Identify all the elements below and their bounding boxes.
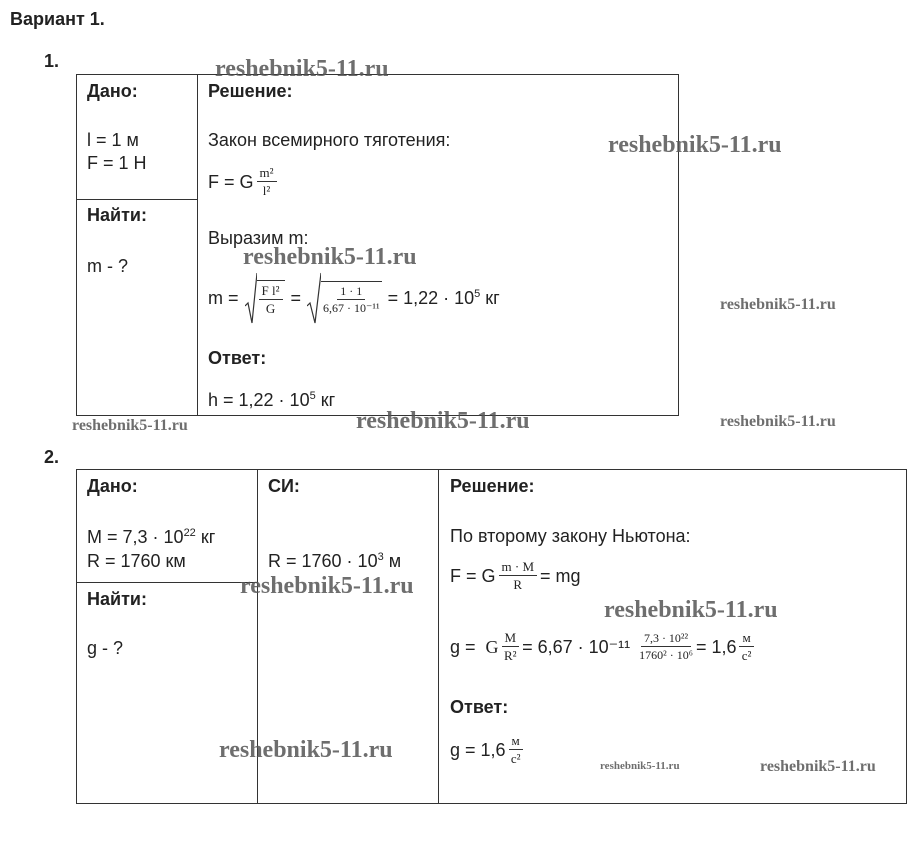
problem-2-given-label: Дано: xyxy=(87,476,138,496)
problem-1-answer xyxy=(208,389,335,411)
watermark: reshebnik5-11.ru xyxy=(219,737,393,763)
problem-1-given-f: F = 1 Н xyxy=(87,153,147,173)
answer-exponent: 5 xyxy=(309,390,316,402)
problem-2-newton-formula xyxy=(450,559,581,592)
radicand-1 xyxy=(257,280,285,316)
watermark: reshebnik5-11.ru xyxy=(72,417,188,434)
watermark: reshebnik5-11.ru xyxy=(760,758,876,775)
problem-2-answer-label: Ответ: xyxy=(450,697,509,717)
problem-1-find: m - ? xyxy=(87,256,129,276)
newton-rhs: = mg xyxy=(540,565,581,586)
radicand-2 xyxy=(321,281,382,315)
radicand-1-numerator: F l² xyxy=(259,283,283,300)
problem-1-given-l: l = 1 м xyxy=(87,130,139,150)
problem-1-number: 1. xyxy=(44,51,60,71)
given-M-base: M = 7,3 · 10 xyxy=(87,527,184,547)
answer-unit: кг xyxy=(320,390,336,410)
problem-1-solution-label: Решение: xyxy=(208,81,293,101)
problem-1-given-find-divider xyxy=(76,199,197,200)
g-fraction-2 xyxy=(639,631,693,662)
g-result-unit xyxy=(739,630,753,663)
formula-lhs: F = G xyxy=(208,171,254,192)
g-fraction-1 xyxy=(502,630,520,663)
problem-1-mass-formula xyxy=(208,270,500,326)
newton-fraction xyxy=(499,559,538,592)
problem-2-si-label: СИ: xyxy=(268,476,300,496)
problem-1-find-label: Найти: xyxy=(87,205,147,225)
si-R-exponent: 3 xyxy=(377,551,384,563)
watermark: reshebnik5-11.ru xyxy=(356,408,530,434)
newton-numerator: m · M xyxy=(499,559,538,576)
answer-base: h = 1,22 · 10 xyxy=(208,390,310,410)
problem-2-divider-2 xyxy=(438,469,439,804)
g-fraction-1-numerator: M xyxy=(502,630,520,647)
g-middle: = 6,67 · 10⁻¹¹ xyxy=(522,636,631,657)
si-R-base: R = 1760 · 10 xyxy=(268,551,378,571)
sqrt-2 xyxy=(307,272,382,324)
answer-unit-numerator: м xyxy=(509,733,523,750)
g-constant: G xyxy=(485,636,499,657)
given-M-unit: кг xyxy=(200,527,216,547)
radicand-2-numerator: 1 · 1 xyxy=(337,284,365,300)
mass-result-exponent: 5 xyxy=(474,288,481,300)
problem-1-divider xyxy=(197,74,198,416)
g-fraction-2-denominator: 1760² · 10⁶ xyxy=(639,648,693,662)
g-fraction-1-denominator: R² xyxy=(504,648,517,663)
problem-1-given-label: Дано: xyxy=(87,81,138,101)
sqrt-1 xyxy=(245,272,285,324)
problem-2-find: g - ? xyxy=(87,638,124,658)
unit-numerator: м xyxy=(739,630,753,647)
problem-2-given-M xyxy=(87,526,215,548)
problem-1-gravity-formula xyxy=(208,165,280,198)
equals-sign: = xyxy=(290,288,302,308)
mass-result-base: = 1,22 · 10 xyxy=(387,288,475,308)
watermark: reshebnik5-11.ru xyxy=(215,56,389,82)
radicand-1-denominator: G xyxy=(265,301,276,316)
watermark: reshebnik5-11.ru xyxy=(720,413,836,430)
answer-unit xyxy=(509,733,523,766)
watermark: reshebnik5-11.ru xyxy=(608,132,782,158)
problem-2-given-find-divider xyxy=(76,582,257,583)
problem-1-answer-label: Ответ: xyxy=(208,348,267,368)
answer-unit-denominator: с² xyxy=(510,751,521,766)
formula-fraction xyxy=(257,165,277,198)
radicand-2-denominator: 6,67 · 10⁻¹¹ xyxy=(323,301,380,315)
problem-2-answer xyxy=(450,733,526,766)
problem-2-number: 2. xyxy=(44,447,60,467)
radical-sign-icon xyxy=(245,272,257,324)
g-result: = 1,6 xyxy=(695,636,737,657)
newton-lhs: F = G xyxy=(450,565,496,586)
fraction-denominator: l² xyxy=(262,183,271,198)
mass-lhs: m = xyxy=(208,288,239,308)
problem-2-si-R xyxy=(268,550,401,572)
page-title: Вариант 1. xyxy=(10,9,105,29)
problem-2-solution-label: Решение: xyxy=(450,476,535,496)
problem-2-g-formula xyxy=(450,630,757,663)
newton-denominator: R xyxy=(513,577,523,592)
g-fraction-2-numerator: 7,3 · 10²² xyxy=(641,631,691,647)
problem-2-given-R: R = 1760 км xyxy=(87,551,186,571)
watermark: reshebnik5-11.ru xyxy=(243,244,417,270)
answer-lhs: g = 1,6 xyxy=(450,739,506,760)
g-lhs: g = xyxy=(450,636,476,657)
problem-2-law-text: По второму закону Ньютона: xyxy=(450,526,691,546)
fraction-numerator: m² xyxy=(257,165,277,182)
unit-denominator: с² xyxy=(741,648,752,663)
given-M-exponent: 22 xyxy=(183,527,196,539)
watermark: reshebnik5-11.ru xyxy=(604,597,778,623)
problem-1-law-text: Закон всемирного тяготения: xyxy=(208,130,451,150)
problem-2-find-label: Найти: xyxy=(87,589,147,609)
watermark: reshebnik5-11.ru xyxy=(600,760,680,772)
mass-result xyxy=(388,287,500,309)
watermark: reshebnik5-11.ru xyxy=(240,573,414,599)
si-R-unit: м xyxy=(388,551,402,571)
mass-result-unit: кг xyxy=(485,288,500,308)
problem-1-express-text: Выразим m: xyxy=(208,228,309,248)
watermark: reshebnik5-11.ru xyxy=(720,296,836,313)
radical-sign-icon xyxy=(307,272,321,324)
